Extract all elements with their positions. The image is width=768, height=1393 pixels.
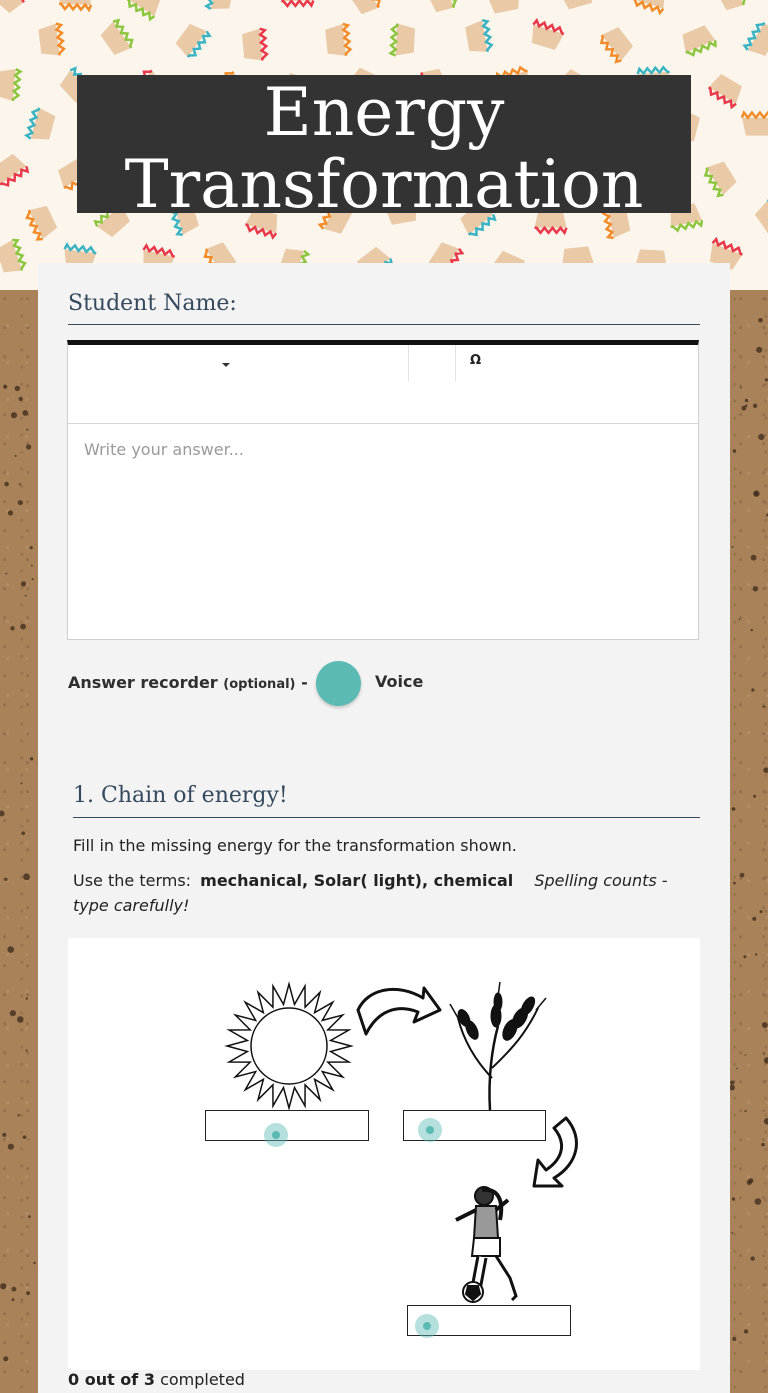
record-voice-button[interactable] xyxy=(316,661,361,706)
completion-label: completed xyxy=(160,1370,245,1389)
wheat-icon xyxy=(450,982,546,1110)
recorder-optional-text: (optional) xyxy=(223,677,296,692)
page-title-line-2: Transformation xyxy=(124,146,644,213)
page-title xyxy=(77,75,691,213)
terms-list: mechanical, Solar( light), chemical xyxy=(200,871,514,890)
page-title-line-1: Energy xyxy=(263,75,505,151)
omega-icon[interactable]: Ω xyxy=(470,353,482,368)
student-name-editor xyxy=(67,340,699,640)
header-banner xyxy=(0,0,768,290)
answer-hotspot-2[interactable] xyxy=(418,1118,442,1142)
toolbar-divider xyxy=(455,345,456,381)
editor-toolbar xyxy=(68,345,698,424)
voice-label: Voice xyxy=(375,672,424,691)
answer-recorder xyxy=(68,661,698,711)
curved-arrow-icon xyxy=(358,988,440,1034)
energy-chain-figure xyxy=(68,938,700,1370)
completion-count: 0 out of 3 xyxy=(68,1370,155,1389)
toolbar-divider xyxy=(408,345,409,381)
energy-chain-illustration xyxy=(68,938,700,1370)
sun-icon xyxy=(227,984,351,1108)
answer-hotspot-3[interactable] xyxy=(415,1314,439,1338)
answer-recorder-label xyxy=(68,673,308,692)
question-terms xyxy=(73,868,693,918)
worksheet-card xyxy=(38,263,730,1393)
question-heading: 1. Chain of energy! xyxy=(73,783,700,818)
spelling-note: Spelling counts - type carefully! xyxy=(73,871,668,915)
terms-prefix: Use the terms: xyxy=(73,871,192,890)
student-name-input[interactable] xyxy=(68,424,698,638)
recorder-label-text: Answer recorder xyxy=(68,673,218,692)
chevron-down-icon[interactable] xyxy=(222,363,230,367)
soccer-player-icon xyxy=(456,1187,516,1302)
student-name-heading: Student Name: xyxy=(68,291,700,325)
recorder-dash: - xyxy=(301,673,308,692)
question-instruction: Fill in the missing energy for the transformation shown. xyxy=(73,836,517,855)
answer-hotspot-1[interactable] xyxy=(264,1123,288,1147)
